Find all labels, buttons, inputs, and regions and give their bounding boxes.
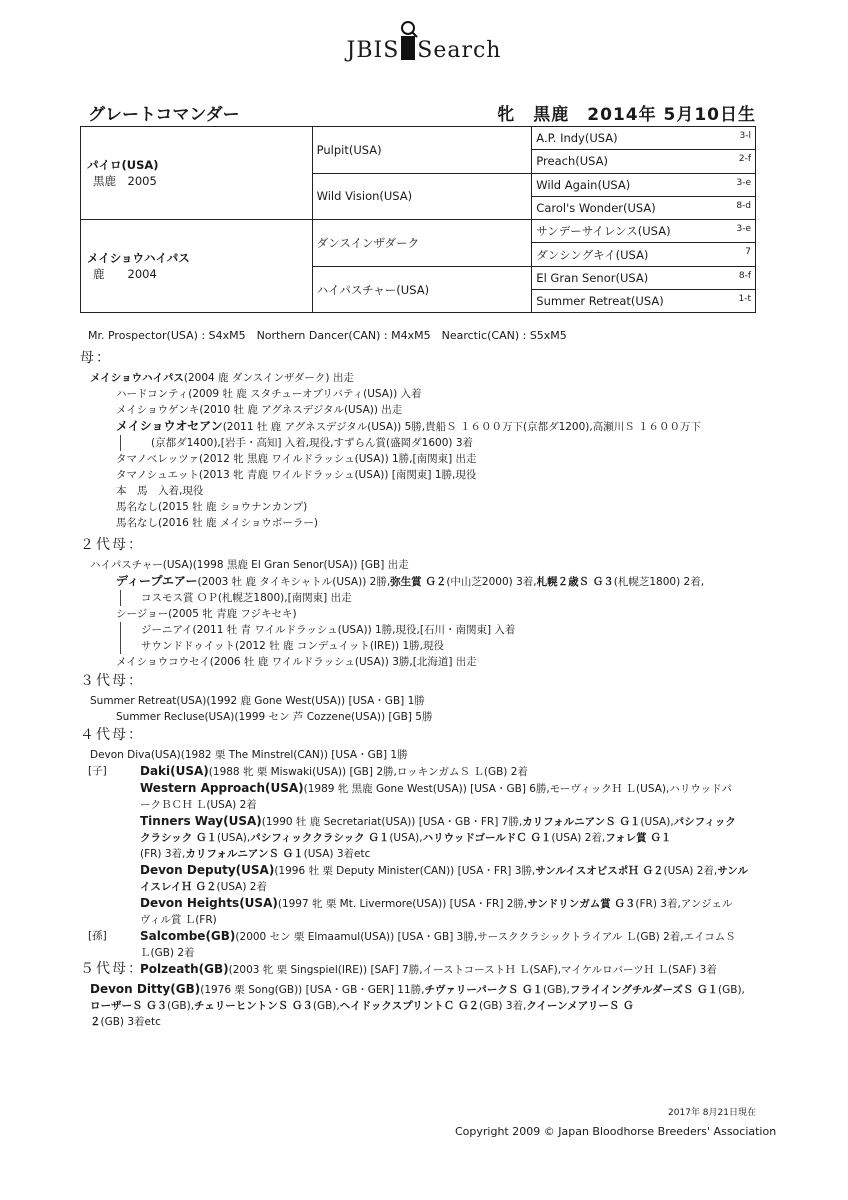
list-item: Devon Ditty(GB)(1976 栗 Song(GB)) [USA・GB・GER] 11勝,チヴァリーパークＳ Ｇ１(GB),フライイングチルダーズＳ Ｇ１(GB), ローザーＳ Ｇ３(GB),チェリーヒントンＳ Ｇ３(GB),ヘイドックスプリントＣ Ｇ２(GB) 3着,クイーンメアリーＳ Ｇ ２(GB) 3着etc xyxy=(90,982,745,1028)
list-item: ハードコンティ(2009 牡 鹿 スタチューオブリバティ(USA)) 入着 xyxy=(116,388,422,400)
pedigree-g3-cell[interactable] xyxy=(532,150,756,173)
pedigree-g3-cell[interactable] xyxy=(532,290,756,313)
pedigree-g3-cell[interactable] xyxy=(532,127,756,150)
dam-name[interactable]: メイショウハイパス xyxy=(87,251,190,266)
family-number: 2-f xyxy=(738,154,751,165)
list-item: メイショウオセアン(2011 牡 鹿 アグネスデジタル(USA)) 5勝,貴船Ｓ １６００万下(京都ダ1200),高瀬川Ｓ １６００万下 xyxy=(116,419,702,433)
dam-info: 鹿 2004 xyxy=(93,267,157,282)
section-heading: ３代母： xyxy=(80,673,144,689)
list-item: 馬名なし(2015 牡 鹿 ショウナンカンプ) xyxy=(116,501,308,513)
list-item: Devon Deputy(USA)(1996 牡 栗 Deputy Minister(CAN)) [USA・FR] 3勝,サンルイスオビスポＨ Ｇ２(USA) 2着,サンル イスレイＨ Ｇ２(USA) 2着 xyxy=(140,863,748,893)
section-heading: ２代母： xyxy=(80,537,144,553)
family-number: 7 xyxy=(745,247,751,258)
sire-cell xyxy=(81,127,313,220)
family-number: 1-t xyxy=(738,294,751,305)
pedigree-g3-cell[interactable] xyxy=(532,196,756,219)
jbis-search-logo xyxy=(0,36,848,80)
pedigree-g3-cell[interactable] xyxy=(532,220,756,243)
g3-name: ダンシングキイ(USA) xyxy=(536,247,649,262)
list-item: Devon Diva(USA)(1982 栗 The Minstrel(CAN)) [USA・GB] 1勝 xyxy=(90,749,408,761)
list-item: 馬名なし(2016 牡 鹿 メイショウボーラー) xyxy=(116,517,319,529)
dam-cell xyxy=(81,220,313,313)
g3-name: Carol's Wonder(USA) xyxy=(536,201,656,216)
horse-info: 牝 黒鹿 2014年 5月10日生 xyxy=(497,105,756,125)
second-dam-section xyxy=(80,537,770,670)
family-number: 3-e xyxy=(736,224,751,235)
copyright: Copyright 2009 © Japan Bloodhorse Breeders' Association xyxy=(455,1125,777,1138)
list-item: ハイパスチャー(USA)(1998 黒鹿 El Gran Senor(USA)) [GB] 出走 xyxy=(90,559,409,571)
sire-dam[interactable]: Wild Vision(USA) xyxy=(312,173,532,220)
list-item: Devon Heights(USA)(1997 牝 栗 Mt. Livermore(USA)) [USA・FR] 2勝,サンドリンガム賞 Ｇ３(FR) 3着,アンジェル ヴィル賞 Ｌ(FR) xyxy=(140,896,733,926)
sire-sire[interactable]: Pulpit(USA) xyxy=(312,127,532,174)
g3-name: Summer Retreat(USA) xyxy=(536,294,664,309)
family-number: 8-f xyxy=(738,270,751,281)
section-heading: 母： xyxy=(80,350,112,366)
third-dam-section xyxy=(80,673,770,725)
list-item: メイショウゲンキ(2010 牡 鹿 アグネスデジタル(USA)) 出走 xyxy=(116,404,403,416)
as-of-date: 2017年 8月21日現在 xyxy=(668,1108,756,1118)
family-number: 8-d xyxy=(736,200,751,211)
g3-name: El Gran Senor(USA) xyxy=(536,270,649,285)
list-item: Summer Retreat(USA)(1992 鹿 Gone West(USA)) [USA・GB] 1勝 xyxy=(90,695,425,707)
family-number: 3-l xyxy=(739,131,751,141)
list-item: Tinners Way(USA)(1990 牡 鹿 Secretariat(USA)) [USA・GB・FR] 7勝,カリフォルニアンＳ Ｇ１(USA),パシフィック クラシック Ｇ１(USA),パシフィッククラシック Ｇ１(USA),ハリウッドゴールドＣ Ｇ１(USA) 2着,フォレ賞 Ｇ１ (FR) 3着,カリフォルニアンＳ Ｇ１(USA) 3着etc xyxy=(140,814,736,860)
section-heading: ５代母： xyxy=(80,961,144,977)
magnifier-icon xyxy=(401,36,415,60)
logo-text-right: Search xyxy=(417,38,502,63)
pedigree-table xyxy=(80,126,756,313)
family-number: 3-e xyxy=(736,177,751,188)
list-item: サウンドドゥイット(2012 牡 鹿 コンデュイット(IRE)) 1勝,現役 xyxy=(120,638,770,654)
list-item: Summer Recluse(USA)(1999 セン 芦 Cozzene(USA)) [GB] 5勝 xyxy=(116,711,433,723)
g3-name: サンデーサイレンス(USA) xyxy=(536,224,671,239)
list-item: ジーニアイ(2011 牡 青 ワイルドラッシュ(USA)) 1勝,現役,[石川・南関東] 入着 xyxy=(120,622,770,638)
dam-section xyxy=(80,350,770,531)
list-item: タマノベレッツァ(2012 牝 黒鹿 ワイルドラッシュ(USA)) 1勝,[南関東] 出走 xyxy=(116,453,477,465)
list-item: シージョー(2005 牝 青鹿 フジキセキ) xyxy=(116,608,297,620)
dam-dam[interactable]: ハイパスチャー(USA) xyxy=(312,266,532,313)
inbreeding-line: Mr. Prospector(USA) : S4xM5 Northern Dancer(CAN) : M4xM5 Nearctic(CAN) : S5xM5 xyxy=(88,329,567,342)
logo-text-left: JBIS xyxy=(346,38,400,63)
dam-sire[interactable]: ダンスインザダーク xyxy=(312,220,532,267)
list-item: タマノシュエット(2013 牝 青鹿 ワイルドラッシュ(USA)) [南関東] 1勝,現役 xyxy=(116,469,477,481)
list-item: ディープエアー(2003 牡 鹿 タイキシャトル(USA)) 2勝,弥生賞 Ｇ２(中山芝2000) 3着,札幌２歳Ｓ Ｇ３(札幌芝1800) 2着, xyxy=(116,574,705,588)
list-item: Polzeath(GB)(2003 牝 栗 Singspiel(IRE)) [SAF] 7勝,イーストコーストＨ Ｌ(SAF),マイケルロバーツＨ Ｌ(SAF) 3着 xyxy=(140,962,717,976)
list-item: メイショウハイパス(2004 鹿 ダンスインザダーク) 出走 xyxy=(90,372,354,384)
fifth-dam-section xyxy=(80,961,770,1030)
list-item: [子] Daki(USA)(1988 牝 栗 Miswaki(USA)) [GB] 2勝,ロッキンガムＳ Ｌ(GB) 2着 xyxy=(88,764,528,778)
horse-title-row xyxy=(88,100,756,126)
fourth-dam-section xyxy=(80,727,770,978)
g3-name: Wild Again(USA) xyxy=(536,177,631,192)
list-item: 本 馬 入着,現役 xyxy=(116,485,204,497)
list-item: コスモス賞 ＯＰ(札幌芝1800),[南関東] 出走 xyxy=(120,590,770,606)
sire-name[interactable]: パイロ(USA) xyxy=(87,158,159,173)
list-item: (京都ダ1400),[岩手・高知] 入着,現役,すずらん賞(盛岡ダ1600) 3着 xyxy=(120,435,770,451)
pedigree-g3-cell[interactable] xyxy=(532,243,756,266)
pedigree-g3-cell[interactable] xyxy=(532,173,756,196)
g3-name: A.P. Indy(USA) xyxy=(536,131,618,146)
horse-name: グレートコマンダー xyxy=(88,105,240,125)
g3-name: Preach(USA) xyxy=(536,154,609,169)
list-item: メイショウコウセイ(2006 牡 鹿 ワイルドラッシュ(USA)) 3勝,[北海道] 出走 xyxy=(116,656,477,668)
list-item: [孫] Salcombe(GB)(2000 セン 栗 Elmaamul(USA)) [USA・GB] 3勝,サースククラシックトライアル Ｌ(GB) 2着,エイコムＳ Ｌ(GB) 2着 xyxy=(88,929,736,959)
sire-info: 黒鹿 2005 xyxy=(93,174,157,189)
pedigree-g3-cell[interactable] xyxy=(532,266,756,289)
section-heading: ４代母： xyxy=(80,727,144,743)
list-item: Western Approach(USA)(1989 牝 黒鹿 Gone West(USA)) [USA・GB] 6勝,モーヴィックＨ Ｌ(USA),ハリウッドパ ークＢＣＨ Ｌ(USA) 2着 xyxy=(140,781,732,811)
